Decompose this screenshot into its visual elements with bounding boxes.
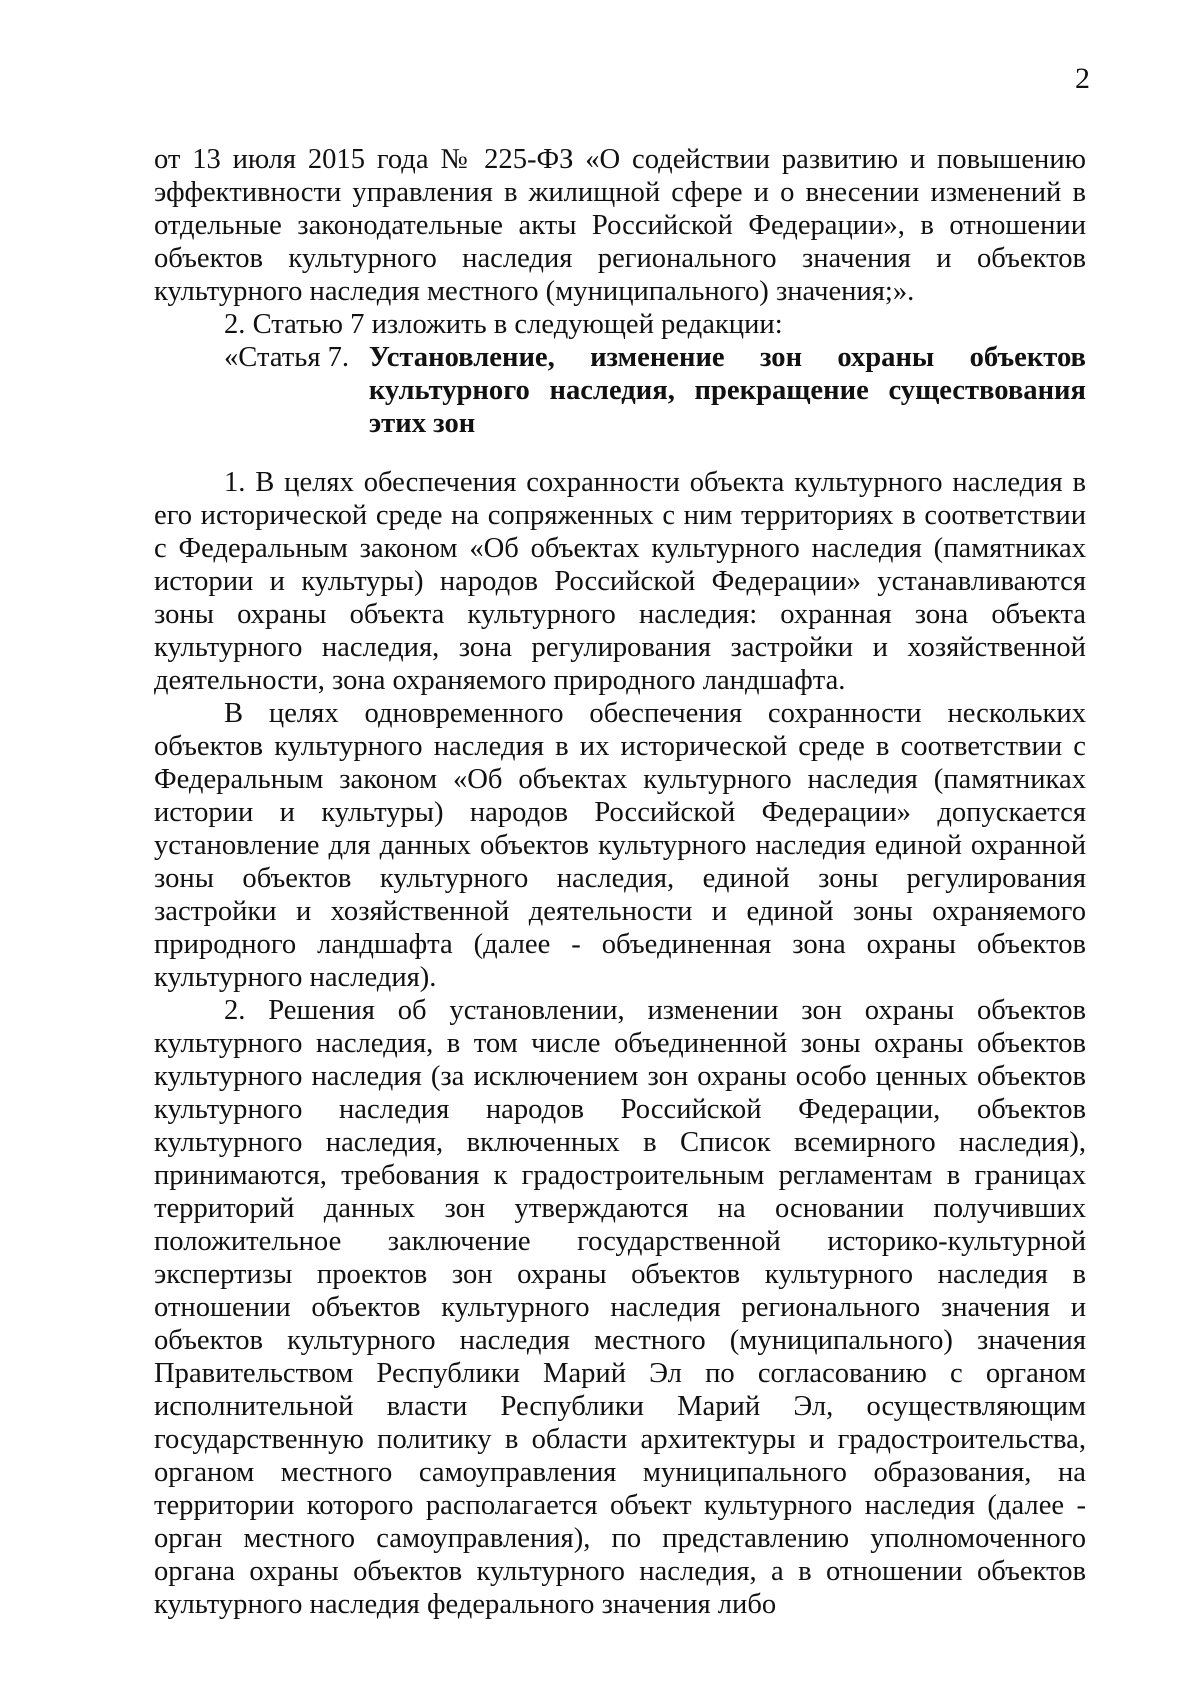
article-title: Установление, изменение зон охраны объектов культурного наследия, прекращение существования этих зон bbox=[368, 342, 1086, 439]
article-heading bbox=[154, 341, 1086, 440]
paragraph-1: 1. В целях обеспечения сохранности объекта культурного наследия в его исторической среде на сопряженных с ним территориях в соответствии с Федеральным законом «Об объектах культурного наследия (памятниках истории и культуры) народов Российской Федерации» устанавливаются зоны охраны объекта культурного наследия: охранная зона объекта культурного наследия, зона регулирования застройки и хозяйственной деятельности, зона охраняемого природного ландшафта. bbox=[154, 467, 1086, 696]
article-label: «Статья 7. bbox=[224, 342, 350, 373]
paragraph-2: 2. Решения об установлении, изменении зон охраны объектов культурного наследия, в том числе объединенной зоны охраны объектов культурного наследия (за исключением зон охраны особо ценных объектов культурного наследия народов Российской Федерации, объектов культурного наследия, включенных в Список всемирного наследия), принимаются, требования к градостроительным регламентам в границах территорий данных зон утверждаются на основании получивших положительное заключение государственной историко-культурной экспертизы проектов зон охраны объектов культурного наследия в отношении объектов культурного наследия регионального значения и объектов культурного наследия местного (муниципального) значения Правительством Республики Марий Эл по согласованию с органом исполнительной власти Республики Марий Эл, осуществляющим государственную политику в области архитектуры и градостроительства, органом местного самоуправления муниципального образования, на территории которого располагается объект культурного наследия (далее - орган местного самоуправления), по представлению уполномоченного органа охраны объектов культурного наследия, а в отношении объектов культурного наследия федерального значения либо bbox=[154, 995, 1086, 1620]
paragraph-article-amendment: 2. Статью 7 изложить в следующей редакции: bbox=[224, 309, 783, 340]
page-number: 2 bbox=[1075, 62, 1090, 95]
paragraph-unified-zone: В целях одновременного обеспечения сохранности нескольких объектов культурного наследия в их исторической среде в соответствии с Федеральным законом «Об объектах культурного наследия (памятниках истории и культуры) народов Российской Федерации» допускается установление для данных объектов культурного наследия единой охранной зоны объектов культурного наследия, единой зоны регулирования застройки и хозяйственной деятельности и единой зоны охраняемого природного ландшафта (далее - объединенная зона охраны объектов культурного наследия). bbox=[154, 698, 1086, 993]
paragraph-continuation: от 13 июля 2015 года № 225-ФЗ «О содействии развитию и повышению эффективности управления в жилищной сфере и о внесении изменений в отдельные законодательные акты Российской Федерации», в отношении объектов культурного наследия регионального значения и объектов культурного наследия местного (муниципального) значения;». bbox=[154, 144, 1086, 307]
document-body bbox=[154, 143, 1086, 1621]
spacer bbox=[154, 440, 1086, 466]
